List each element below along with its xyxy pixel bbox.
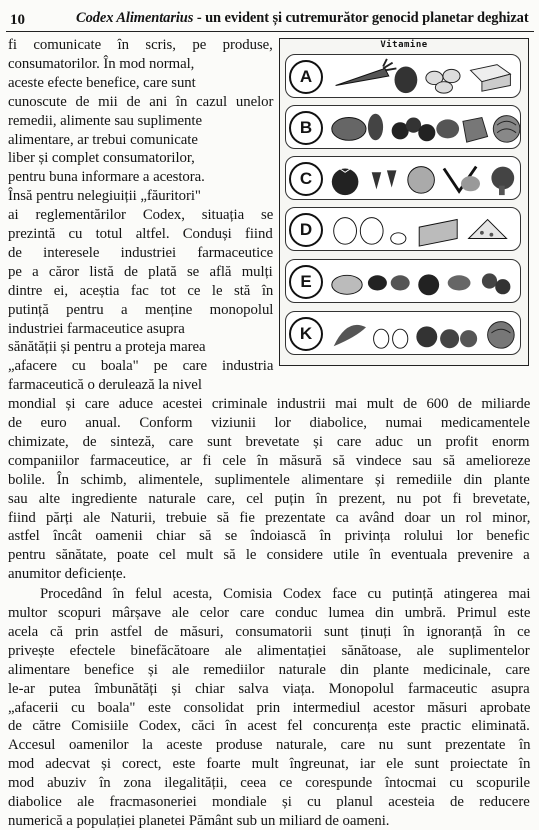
paragraph-line: de interesele industriei farmaceutice — [8, 244, 274, 261]
vitamin-letter: K — [289, 317, 323, 351]
paragraph-line: privește efectele binefăcătoare ale alimentației sănătoase, ale suplimentelor — [8, 642, 530, 659]
paragraph-line: astfel încât oamenii chiar să se îndoiască în privința rolului lor benefic — [8, 528, 530, 545]
paragraph-line: dintre ei, aceștia fac tot ce le stă în — [8, 282, 274, 299]
vitamin-letter: E — [289, 265, 323, 299]
paragraph-line: bolile. În schimb, alimentele, suplimentele alimentare și remediile din plante — [8, 471, 530, 488]
paragraph-line: pentru sănătate, poate cel mult să le considere utile în eventuala prevenire a — [8, 547, 530, 564]
paragraph-line: Însă pentru nelegiuiții „făuritori" — [8, 188, 201, 205]
paragraph-line: aceste efecte benefice, care sunt — [8, 74, 196, 91]
paragraph-line: liber și complet consumatorilor, — [8, 150, 195, 167]
paragraph-line: industriei farmaceutice asupra — [8, 320, 185, 337]
paragraph-line: „afacerii cu boala" este consolidat prin intermediul acestor măsuri aprobate — [8, 699, 531, 716]
paragraph-line: acela că prin astfel de măsuri, consumatorii sunt ținuți în ignoranță în ce — [8, 623, 531, 640]
paragraph-line: fi comunicate în scris, pe produse, — [8, 37, 273, 53]
paragraph-line: de euro anual. Conform viziunii lor diabolice, numai medicamentele — [8, 415, 530, 431]
paragraph-line: Accesul oamenilor la aceste produse naturale, care nu sunt prezentate în — [8, 737, 531, 754]
paragraph-line: sau alte ingrediente naturale care, cel puțin în prezent, nu pot fi brevetate, — [8, 490, 531, 507]
paragraph-line: de către Comisiile Codex, căci în acest fel concurența este practic eliminată. — [8, 718, 530, 735]
vitamin-letter: A — [289, 60, 323, 94]
figure-title: Vitamine — [380, 40, 428, 50]
paragraph-line: sănătății și pentru a proteja marea — [8, 339, 206, 356]
paragraph-line: chimizate, de sinteză, care sunt brevetate și care aduc un profit enorm — [8, 433, 530, 450]
vitamin-row-k — [285, 311, 521, 355]
paragraph-line: anumitor deficiențe. — [8, 566, 127, 583]
vitamins-figure — [279, 38, 529, 366]
vitamin-letter: B — [289, 111, 323, 145]
paragraph-line: le-ar putea îmbunătăți și chiar salva viața. Monopolul farmaceutic asupra — [8, 680, 530, 697]
page-header — [0, 0, 539, 34]
paragraph-line: alimentare, ar trebui comunicate — [8, 131, 198, 148]
paragraph-line: mod abuziv în zona ilegalității, ceea ce corespunde întocmai cu scopurile — [8, 775, 530, 792]
paragraph-line: ai reglementărilor Codex, situația se — [8, 207, 274, 224]
paragraph-line: companiilor farmaceutice, ar fi cele în măsură să vindece sau să amelioreze — [8, 452, 531, 469]
vitamin-row-d — [285, 207, 521, 251]
paragraph-line: pe a căror listă de plată se află mulți — [8, 263, 273, 280]
paragraph-line: „afacere cu boala" pe care industria — [8, 358, 274, 375]
vitamin-row-a — [285, 54, 521, 98]
paragraph-line: consumatorilor. În mod normal, — [8, 55, 195, 72]
header-rule — [6, 31, 534, 32]
paragraph-line: alimentare benefice și ale remediilor naturale din plante medicinale, care — [8, 661, 530, 678]
paragraph-line: numerică a populației planetei Pământ sub un miliard de oameni. — [8, 812, 390, 829]
paragraph-line: mod adecvat și corect, este foarte mult îngreunat, iar ele sunt proiectate în — [8, 756, 531, 773]
paragraph-line: prezintă cu totul altfel. Conduși fiind — [8, 226, 273, 242]
vitamin-letter: D — [289, 213, 323, 247]
paragraph-line: mondial și care aduce acestei criminale industrii mai mult de 600 de miliarde — [8, 396, 531, 413]
page-number: 10 — [10, 12, 25, 28]
paragraph-line: diabolice ale fracmasoneriei mondiale și cu planul acesteia de reducere — [8, 794, 530, 810]
running-title — [76, 10, 529, 27]
paragraph-line: putință pentru a menține monopolul — [8, 301, 274, 318]
vitamin-letter: C — [289, 162, 323, 196]
paragraph-line: farmaceutică o derulează la nivel — [8, 377, 202, 394]
running-title-rest: - un evident și cutremurător genocid planetar deghizat — [193, 10, 529, 26]
running-title-italic: Codex Alimentarius — [76, 10, 194, 26]
vitamin-row-b — [285, 105, 521, 149]
vitamin-row-e — [285, 259, 521, 303]
paragraph-line: multor scopuri mârșave ale celor care conduc lumea din umbră. Primul este — [8, 605, 531, 621]
paragraph-line: cunoscute de mii de ani în cazul unelor — [8, 93, 274, 110]
paragraph-line: fiind părți ale Naturii, trebuie să fie prezentate ca având doar un rol minor, — [8, 509, 531, 526]
vitamin-row-c — [285, 156, 521, 200]
paragraph-line: remedii, alimente sau suplimente — [8, 112, 202, 129]
paragraph-line: pentru buna informare a acestora. — [8, 169, 205, 186]
paragraph-line: Procedând în felul acesta, Comisia Codex face cu putință atingerea mai — [40, 586, 531, 603]
